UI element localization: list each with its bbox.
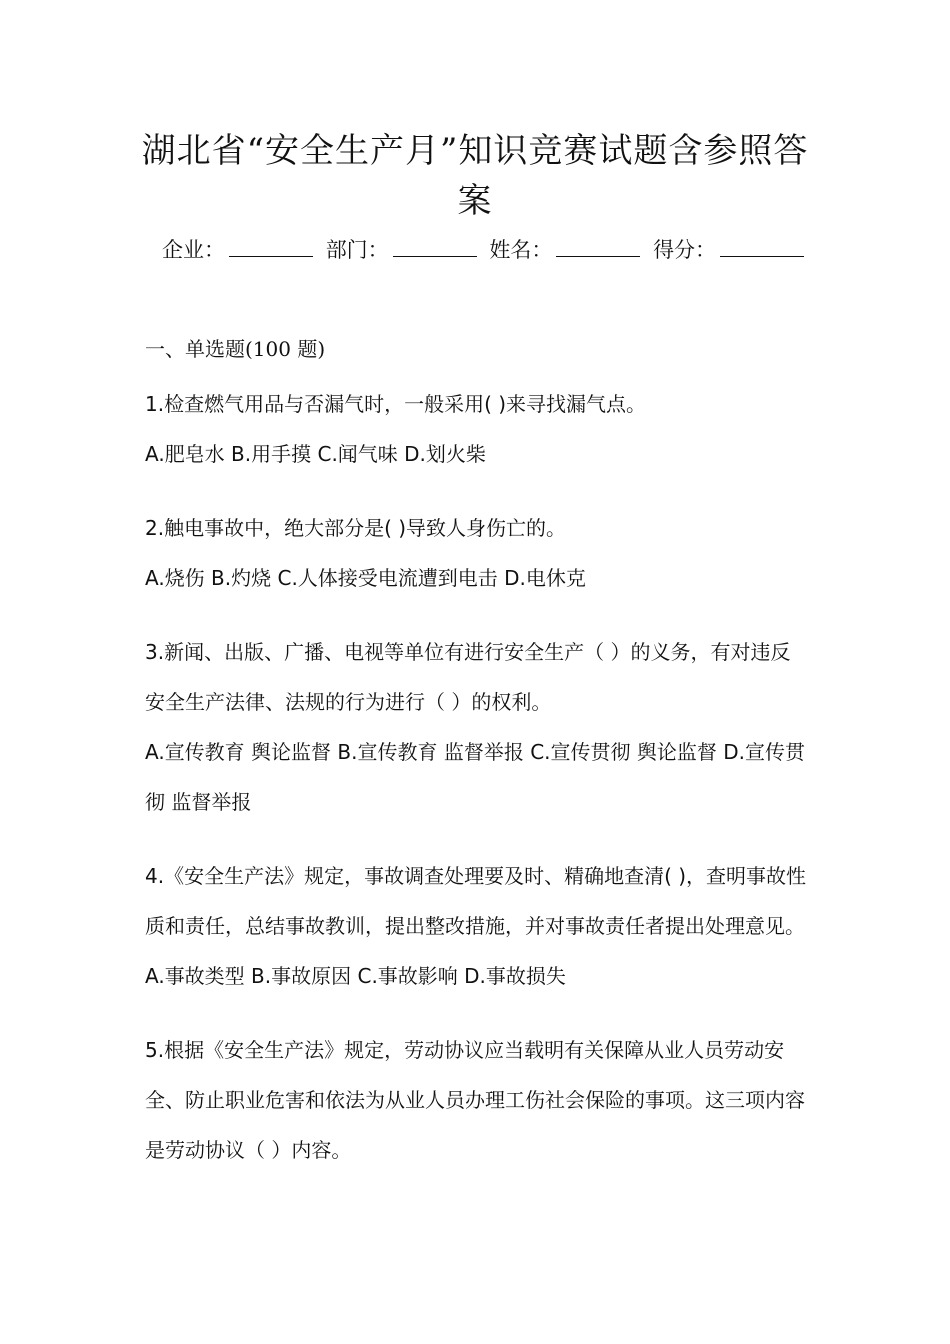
- question-text: 2.触电事故中，绝大部分是( )导致人身伤亡的。: [145, 516, 567, 540]
- field-name-label: 姓名：: [489, 238, 553, 262]
- field-department: [326, 233, 477, 267]
- question-options: A.烧伤 B.灼烧 C.人体接受电流遭到电击 D.电休克: [145, 566, 586, 590]
- field-name: [489, 233, 640, 267]
- question-4: [145, 851, 810, 1001]
- field-score: [653, 233, 804, 267]
- field-department-label: 部门：: [325, 238, 389, 262]
- question-options: A.宣传教育 舆论监督 B.宣传教育 监督举报 C.宣传贯彻 舆论监督 D.宣传贯彻 监督举报: [145, 740, 805, 814]
- field-name-blank[interactable]: [556, 234, 640, 257]
- question-text: 5.根据《安全生产法》规定，劳动协议应当载明有关保障从业人员劳动安全、防止职业危害和依法为从业人员办理工伤社会保险的事项。这三项内容是劳动协议（ ）内容。: [145, 1038, 805, 1162]
- document-title: 湖北省“安全生产月”知识竞赛试题含参照答案: [141, 131, 809, 221]
- field-score-blank[interactable]: [720, 234, 804, 257]
- field-score-label: 得分：: [653, 238, 717, 262]
- field-company-blank[interactable]: [229, 234, 313, 257]
- field-department-blank[interactable]: [393, 234, 477, 257]
- question-2: [145, 503, 810, 603]
- question-options: A.事故类型 B.事故原因 C.事故影响 D.事故损失: [145, 964, 566, 988]
- field-company: [162, 233, 313, 267]
- info-fields: [162, 233, 802, 267]
- field-company-label: 企业：: [162, 238, 225, 262]
- question-text: 4.《安全生产法》规定，事故调查处理要及时、精确地查清( )，查明事故性质和责任，总结事故教训，提出整改措施，并对事故责任者提出处理意见。: [145, 864, 807, 938]
- question-3: [145, 627, 810, 827]
- section-heading: 一、单选题(100 题): [145, 337, 326, 361]
- question-text: 3.新闻、出版、广播、电视等单位有进行安全生产（ ）的义务，有对违反安全生产法律、法规的行为进行（ ）的权利。: [145, 640, 791, 714]
- question-5: [145, 1025, 810, 1175]
- question-list: [145, 379, 810, 1199]
- question-options: A.肥皂水 B.用手摸 C.闻气味 D.划火柴: [145, 442, 486, 466]
- question-1: [145, 379, 810, 479]
- question-text: 1.检查燃气用品与否漏气时，一般采用( )来寻找漏气点。: [145, 392, 647, 416]
